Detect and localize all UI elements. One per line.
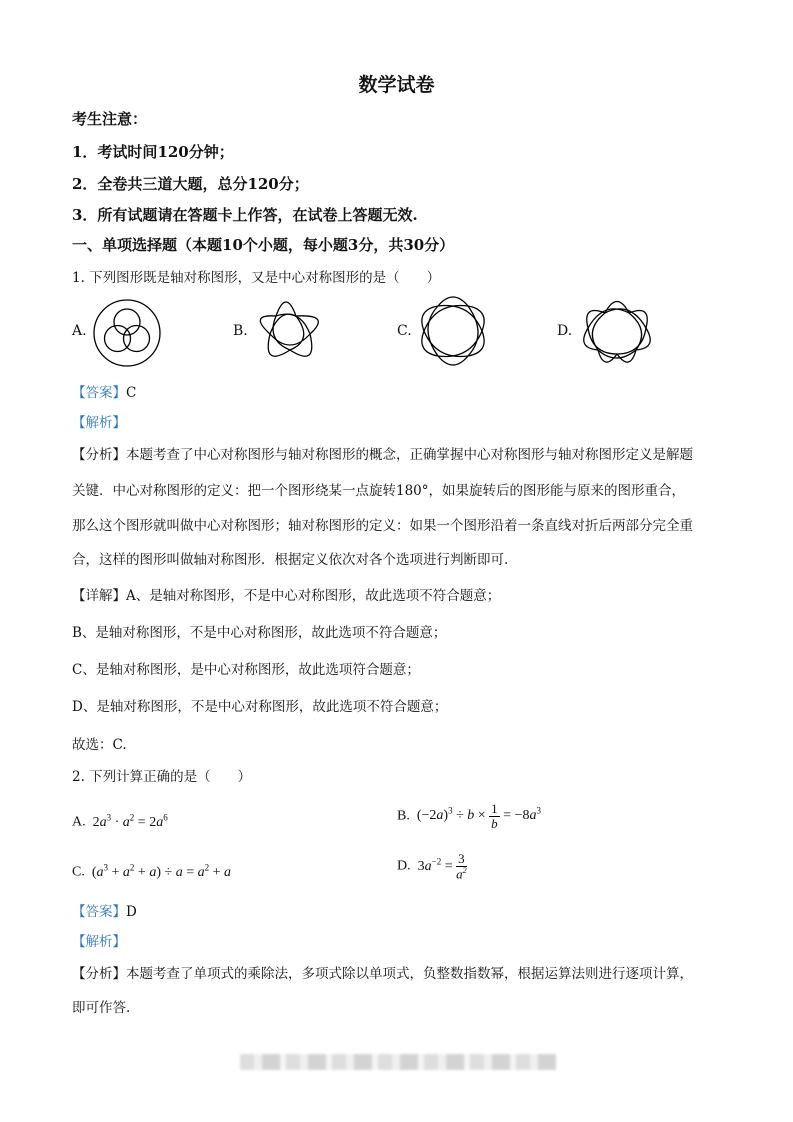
analysis-line: 【分析】本题考查了单项式的乘除法，多项式除以单项式，负整数指数幂，根据运算法则进行逐项计算， [72, 966, 693, 982]
option-c-figure [416, 294, 490, 368]
blurred-footer-watermark [240, 1054, 556, 1070]
option-c-label: C. [397, 323, 412, 339]
analysis-tag: 【解析】 [72, 415, 126, 431]
option-b-label: B. [233, 323, 248, 339]
answer-row [72, 900, 137, 920]
detail-line: 【详解】A、是轴对称图形，不是中心对称图形，故此选项不符合题意； [72, 588, 501, 604]
detail-line: C、是轴对称图形，是中心对称图形，故此选项符合题意； [72, 662, 420, 678]
answer-row [72, 381, 136, 401]
conclusion: 故选：C. [72, 737, 127, 753]
q2-option-b [397, 802, 541, 830]
formula-c: $(a^3 + a^2 + a) \div a = a^2 + a$ [91, 862, 231, 880]
option-d-label: D. [557, 323, 573, 339]
answer-value: C [126, 385, 137, 401]
option-label: A. [72, 814, 86, 830]
q2-option-d [397, 852, 467, 881]
notice-item: 1．考试时间120分钟； [72, 143, 234, 161]
option-a-label: A. [72, 323, 87, 339]
detail-line: B、是轴对称图形，不是中心对称图形，故此选项不符合题意； [72, 625, 447, 641]
option-label: B. [397, 808, 410, 824]
detail-line: D、是轴对称图形，不是中心对称图形，故此选项不符合题意； [72, 699, 448, 715]
formula-b: $(-2a)^3 \div b$ × $\frac{1}{b}$ = $-8a^3$ [416, 801, 541, 831]
formula-d: $3a^{-2}$ = $\frac{3}{a^2}$ [417, 851, 467, 881]
option-a-figure [92, 298, 162, 368]
analysis-tag: 【解析】 [72, 934, 126, 950]
q2-option-a [72, 812, 168, 831]
question-2-stem: 2. 下列计算正确的是（ ） [72, 769, 252, 785]
formula-a: $2a^3 \cdot a^2 = 2a^6$ [92, 812, 168, 830]
answer-tag: 【答案】 [72, 904, 126, 920]
option-label: D. [397, 858, 411, 874]
analysis-line: 合，这样的图形叫做轴对称图形．根据定义依次对各个选项进行判断即可. [72, 552, 509, 568]
analysis-line: 即可作答. [72, 1000, 131, 1016]
page-title: 数学试卷 [358, 74, 435, 96]
option-b-figure [252, 296, 328, 364]
option-label: C. [72, 864, 85, 880]
answer-tag: 【答案】 [72, 385, 126, 401]
question-1-stem: 1. 下列图形既是轴对称图形，又是中心对称图形的是（ ） [72, 270, 441, 286]
notice-item: 3．所有试题请在答题卡上作答，在试卷上答题无效. [72, 206, 418, 224]
option-d-figure [578, 296, 656, 366]
section-heading: 一、单项选择题（本题10个小题，每小题3分，共30分） [72, 236, 455, 254]
answer-value: D [126, 904, 137, 920]
notice-item: 2．全卷共三道大题，总分120分； [72, 175, 309, 193]
analysis-line: 关键．中心对称图形的定义：把一个图形绕某一点旋转180°，如果旋转后的图形能与原来的图形重合， [72, 483, 686, 499]
analysis-line: 那么这个图形就叫做中心对称图形；轴对称图形的定义：如果一个图形沿着一条直线对折后两部分完全重 [72, 518, 693, 534]
notice-heading: 考生注意： [72, 110, 148, 128]
analysis-line: 【分析】本题考查了中心对称图形与轴对称图形的概念，正确掌握中心对称图形与轴对称图形定义是解题 [72, 447, 693, 463]
q2-option-c [72, 862, 231, 881]
